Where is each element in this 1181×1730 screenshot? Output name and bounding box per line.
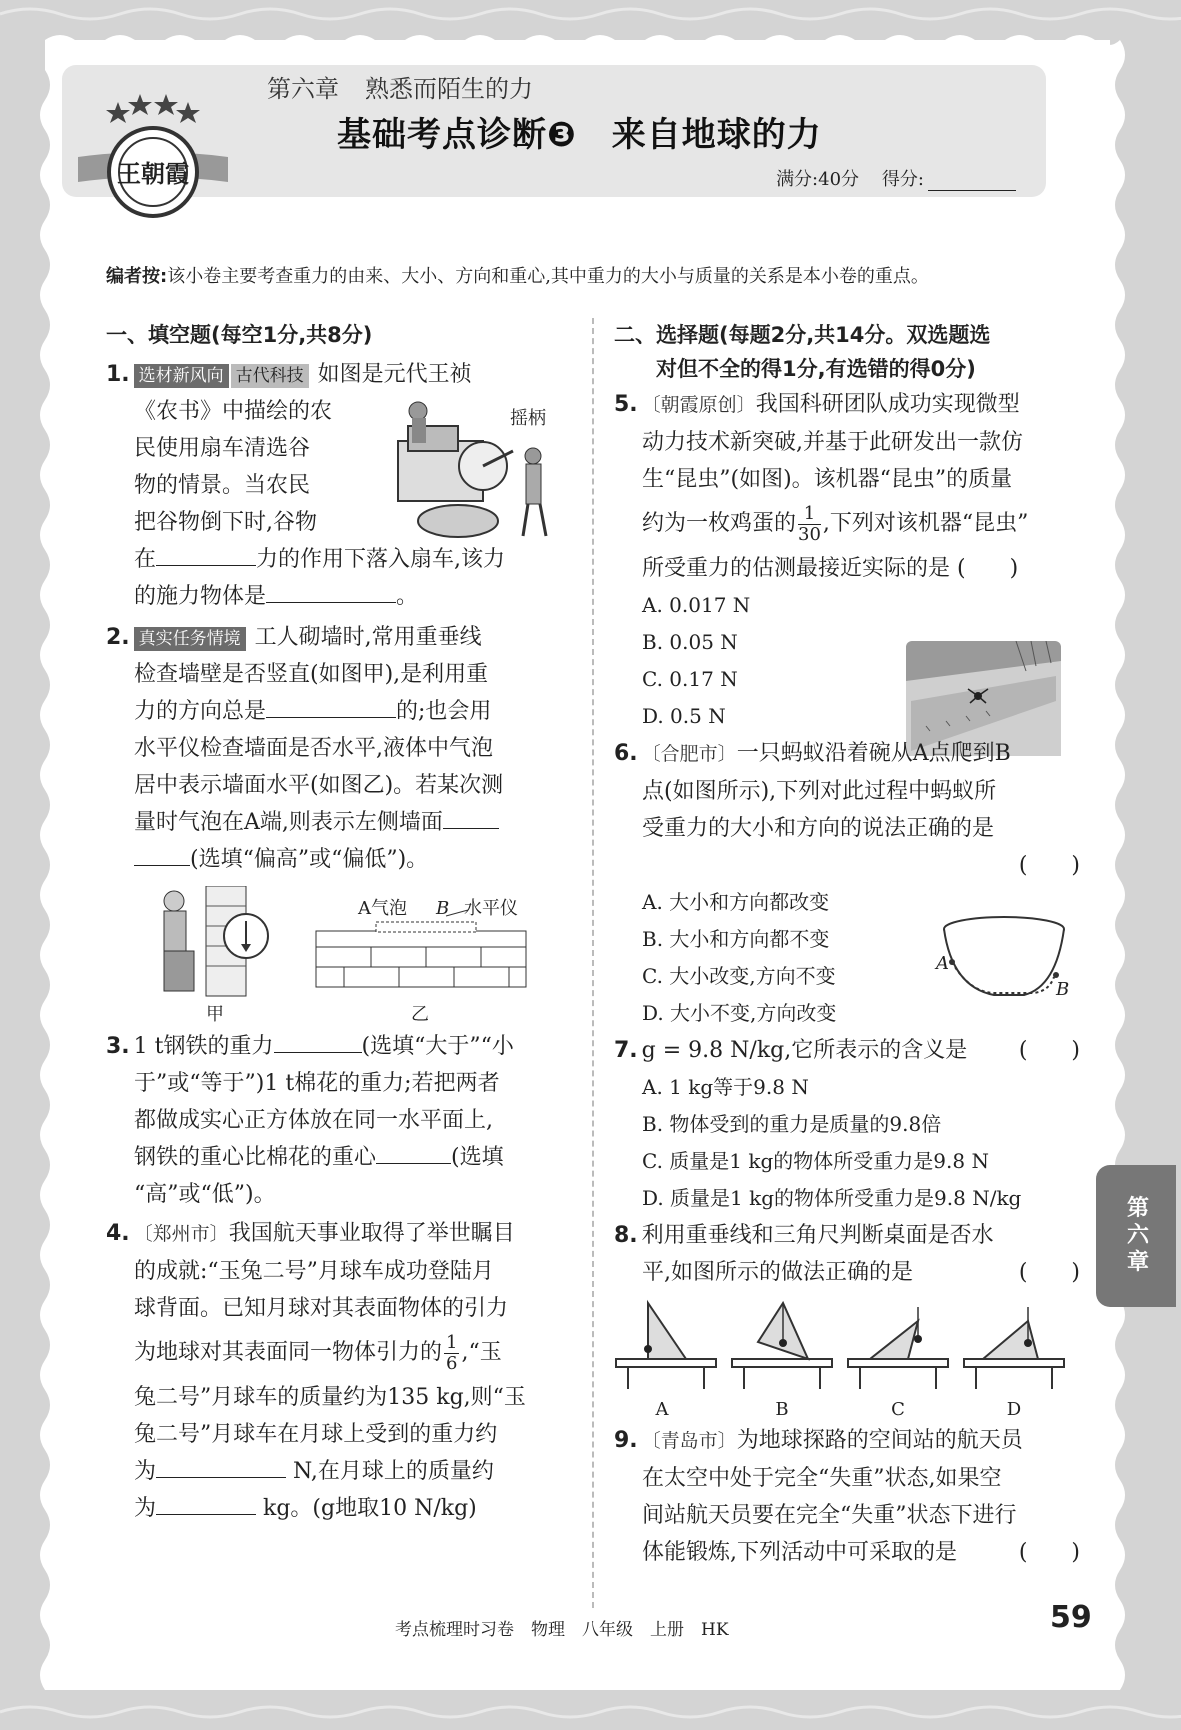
score-blank <box>928 173 1016 191</box>
q9-line: 间站航天员要在完全“失重”状态下进行 <box>642 1503 1017 1528</box>
q1-line: 在 <box>134 547 157 572</box>
chapter-line <box>267 69 559 104</box>
fraction-denominator: 30 <box>798 523 821 545</box>
q4-line: 兔二号”月球车在月球上受到的重力约 <box>134 1422 498 1447</box>
q8-line: 平,如图所示的做法正确的是 <box>642 1260 913 1285</box>
question-number: 5. <box>614 392 638 417</box>
q3-line: “高”或“低”)。 <box>134 1182 276 1207</box>
q3-line: 1 t钢铁的重力 <box>133 1034 274 1059</box>
q4-line: ,“玉 <box>461 1340 502 1365</box>
q1-line: 。 <box>396 584 419 609</box>
answer-paren[interactable]: ( ) <box>1018 853 1080 878</box>
section-choice-title <box>614 318 1080 386</box>
q4-line: N,在月球上的质量约 <box>293 1459 494 1484</box>
q4-line: 兔二号”月球车的质量约为135 kg,则“玉 <box>134 1385 526 1410</box>
q5-line: 所受重力的估测最接近实际的是 ( ) <box>642 556 1019 581</box>
right-column <box>614 318 1080 1571</box>
figure-yi-label: 乙 <box>411 1004 429 1025</box>
side-tab-label: 第六章 <box>1126 1196 1149 1275</box>
option-c[interactable]: C. 大小改变,方向不变 <box>642 964 836 988</box>
q4-line: 为 <box>134 1459 157 1484</box>
option-b[interactable]: B. 大小和方向都不变 <box>642 927 830 951</box>
answer-paren[interactable]: ( ) <box>1018 1260 1080 1285</box>
q4-line: 为地球对其表面同一物体引力的 <box>134 1340 443 1365</box>
column-divider <box>592 318 594 1608</box>
q4-line: kg。(g地取10 N/kg) <box>263 1496 477 1521</box>
q4-line: 的成就:“玉兔二号”月球车成功登陆月 <box>134 1259 494 1284</box>
source-label: 〔朝霞原创〕 <box>641 394 756 416</box>
answer-paren[interactable]: ( ) <box>1018 1038 1080 1063</box>
option-c[interactable]: C. 0.17 N <box>642 667 738 691</box>
question-6 <box>614 735 1080 1032</box>
full-score: 满分:40分 <box>776 169 860 190</box>
answer-blank[interactable] <box>156 544 256 566</box>
q4-line: 为 <box>134 1496 157 1521</box>
section-choice-line: 二、选择题(每题2分,共14分。双选题选 <box>614 323 991 347</box>
q3-line: 于”或“等于”)1 t棉花的重力;若把两者 <box>134 1071 500 1096</box>
q4-line: 球背面。已知月球对其表面物体的引力 <box>134 1296 509 1321</box>
figure-jia-label: 甲 <box>206 1004 224 1025</box>
q5-line: 生“昆虫”(如图)。该机器“昆虫”的质量 <box>642 467 1013 492</box>
option-b[interactable]: B. 0.05 N <box>642 630 738 654</box>
fraction-denominator: 6 <box>446 1352 458 1374</box>
plumb-line-and-level-figure <box>146 886 566 1026</box>
q3-line: (选填 <box>451 1145 504 1170</box>
q1-line: 把谷物倒下时,谷物 <box>134 510 317 535</box>
crank-label: 摇柄 <box>510 408 546 429</box>
q2-line: 居中表示墙面水平(如图乙)。若某次测 <box>134 773 504 798</box>
question-4 <box>106 1215 566 1527</box>
q2-line: 量时气泡在A端,则表示左侧墙面 <box>134 810 443 835</box>
publisher-logo <box>68 72 238 222</box>
q9-line: 体能锻炼,下列活动中可采取的是 <box>642 1540 957 1565</box>
fraction-numerator: 1 <box>798 504 821 525</box>
q6-line: 点(如图所示),下列对此过程中蚂蚁所 <box>642 779 997 804</box>
fraction-numerator: 1 <box>446 1331 458 1353</box>
q3-line: (选填“大于”“小 <box>361 1034 514 1059</box>
question-number: 8. <box>614 1223 638 1248</box>
option-d[interactable]: D. 大小不变,方向改变 <box>642 1001 837 1025</box>
chapter-side-tab[interactable] <box>1096 1165 1176 1307</box>
option-a-label: A <box>655 1399 669 1420</box>
q6-line: 受重力的大小和方向的说法正确的是 <box>642 816 995 841</box>
answer-paren[interactable]: ( ) <box>1018 1540 1080 1565</box>
option-d[interactable]: D. 质量是1 kg的物体所受重力是9.8 N/kg <box>642 1186 1022 1210</box>
answer-blank[interactable] <box>134 844 190 866</box>
q3-line: 钢铁的重心比棉花的重心 <box>134 1145 377 1170</box>
q5-line: ,下列对该机器“昆虫” <box>822 511 1029 536</box>
question-number: 7. <box>614 1038 638 1063</box>
question-number: 2. <box>106 625 130 650</box>
q2-line: 的;也会用 <box>396 699 492 724</box>
answer-blank[interactable] <box>266 696 396 718</box>
section-choice-line: 对但不全的得1分,有选错的得0分) <box>656 357 976 381</box>
option-a[interactable]: A. 0.017 N <box>642 593 751 617</box>
editor-note-label: 编者按: <box>106 266 168 287</box>
q1-line: 的施力物体是 <box>134 584 267 609</box>
answer-blank[interactable] <box>156 1456 286 1478</box>
chapter-number: 第六章 <box>267 75 339 103</box>
point-b-label: B <box>1056 979 1070 1000</box>
section-fill-blank-title: 一、填空题(每空1分,共8分) <box>106 323 373 347</box>
answer-blank[interactable] <box>156 1493 256 1515</box>
option-b[interactable]: B. 物体受到的重力是质量的9.8倍 <box>642 1112 942 1136</box>
option-d[interactable]: D. 0.5 N <box>642 704 726 728</box>
question-number: 1. <box>106 362 130 387</box>
q3-line: 都做成实心正方体放在同一水平面上, <box>134 1108 493 1133</box>
q2-line: 检查墙壁是否竖直(如图甲),是利用重 <box>134 662 489 687</box>
left-column <box>106 318 566 1527</box>
option-b-label: B <box>775 1399 789 1420</box>
q4-line: 我国航天事业取得了举世瞩目 <box>228 1221 515 1246</box>
score-label: 得分: <box>881 169 924 190</box>
q9-line: 在太空中处于完全“失重”状态,如果空 <box>642 1466 1002 1491</box>
source-label: 〔合肥市〕 <box>641 743 737 765</box>
q1-line: 力的作用下落入扇车,该力 <box>256 547 506 572</box>
q2-line: 工人砌墙时,常用重垂线 <box>254 625 482 650</box>
bowl-figure <box>934 907 1074 1017</box>
level-label: 水平仪 <box>464 898 518 919</box>
question-7 <box>614 1032 1080 1217</box>
answer-blank[interactable] <box>443 807 499 829</box>
q9-line: 为地球探路的空间站的航天员 <box>736 1428 1023 1453</box>
option-a[interactable]: A. 大小和方向都改变 <box>642 890 830 914</box>
point-a-label: A <box>936 953 949 974</box>
q6-line: 一只蚂蚁沿着碗从A点爬到B <box>736 741 1011 766</box>
question-number: 9. <box>614 1428 638 1453</box>
question-3 <box>106 1028 566 1213</box>
tag-ancient-tech: 古代科技 <box>231 364 309 388</box>
tag-task-scenario: 真实任务情境 <box>134 627 246 651</box>
q5-line: 约为一枚鸡蛋的 <box>642 511 797 536</box>
q5-line: 我国科研团队成功实现微型 <box>755 392 1020 417</box>
question-5 <box>614 386 1080 735</box>
score-line <box>776 165 1016 191</box>
winnowing-machine-figure <box>388 396 563 546</box>
q2-line: 水平仪检查墙面是否水平,液体中气泡 <box>134 736 493 761</box>
logo-text: 王朝霞 <box>117 159 189 188</box>
option-a[interactable]: A. 1 kg等于9.8 N <box>642 1075 809 1099</box>
fraction-one-thirtieth <box>798 504 821 545</box>
q1-line: 《农书》中描绘的农 <box>134 399 333 424</box>
q1-line: 物的情景。当农民 <box>134 473 311 498</box>
footer-text: 考点梳理时习卷 物理 八年级 上册 HK <box>395 1620 729 1640</box>
question-2 <box>106 619 566 1026</box>
q2-line: 力的方向总是 <box>134 699 267 724</box>
q1-line: 民使用扇车清选谷 <box>134 436 311 461</box>
source-label: 〔郑州市〕 <box>133 1223 229 1245</box>
option-c-label: C <box>891 1399 905 1420</box>
source-label: 〔青岛市〕 <box>641 1430 737 1452</box>
answer-blank[interactable] <box>274 1031 362 1053</box>
bubble-a-label: A气泡 <box>358 898 407 919</box>
answer-blank[interactable] <box>266 581 396 603</box>
triangle-ruler-figure <box>608 1297 1078 1422</box>
q7-line: g = 9.8 N/kg,它所表示的含义是 <box>641 1038 968 1063</box>
option-d-label: D <box>1006 1399 1022 1420</box>
q1-line: 如图是元代王祯 <box>317 362 472 387</box>
page-number: 59 <box>1050 1600 1092 1635</box>
question-number: 3. <box>106 1034 130 1059</box>
question-number: 6. <box>614 741 638 766</box>
option-c[interactable]: C. 质量是1 kg的物体所受重力是9.8 N <box>642 1149 989 1173</box>
chapter-title: 熟悉而陌生的力 <box>365 75 533 103</box>
page-title: 基础考点诊断❸ 来自地球的力 <box>337 115 822 155</box>
question-number: 4. <box>106 1221 130 1246</box>
point-b-label: B <box>436 898 450 919</box>
q2-line: (选填“偏高”或“偏低”)。 <box>190 847 429 872</box>
answer-blank[interactable] <box>376 1142 451 1164</box>
tag-new-trend: 选材新风向 <box>134 364 229 388</box>
q8-line: 利用重垂线和三角尺判断桌面是否水 <box>641 1223 994 1248</box>
editor-note-text: 该小卷主要考查重力的由来、大小、方向和重心,其中重力的大小与质量的关系是本小卷的重点。 <box>167 266 929 287</box>
editor-note <box>106 262 1086 288</box>
fraction-one-sixth <box>444 1333 459 1374</box>
question-8 <box>614 1217 1080 1422</box>
question-1 <box>106 356 566 615</box>
q5-line: 动力技术新突破,并基于此研发出一款仿 <box>642 430 1023 455</box>
question-9 <box>614 1422 1080 1571</box>
